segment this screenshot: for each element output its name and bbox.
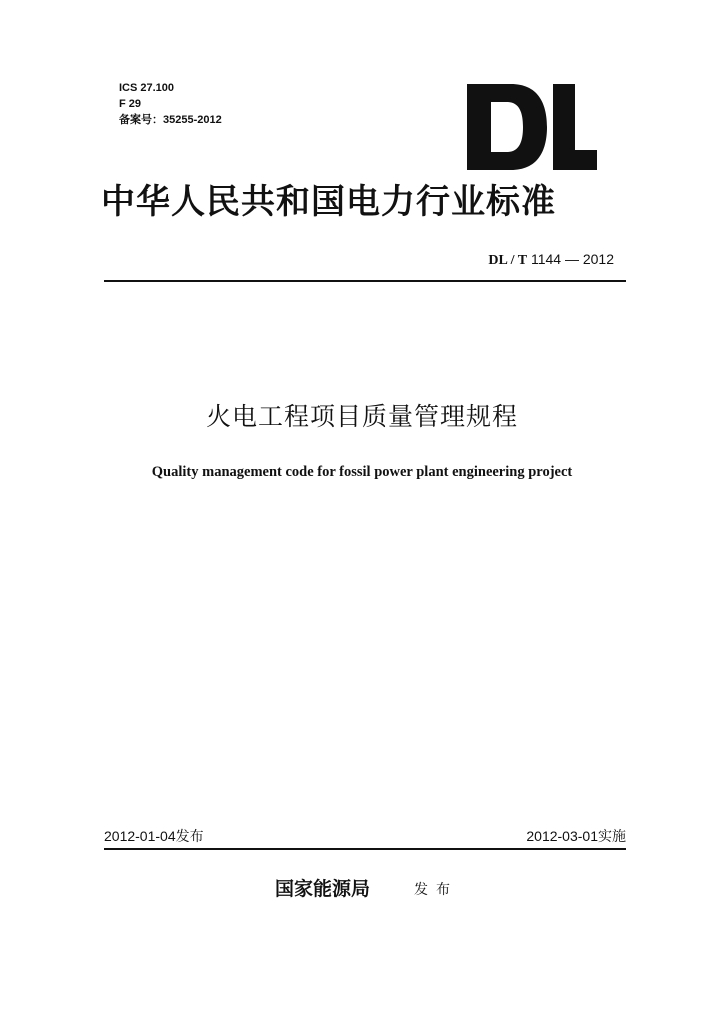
filing-number: 备案号：35255-2012 [119,114,222,126]
issue-date: 2012-01-04发布 [104,828,204,844]
document-title-chinese: 火电工程项目质量管理规程 [205,402,518,431]
document-title-english: Quality management code for fossil power plant engineering project [151,464,573,480]
standard-number-value: 1144 — 2012 [530,251,614,267]
publisher-action: 发布 [414,882,458,898]
standard-category-title: 中华人民共和国电力行业标准 [101,182,556,222]
standard-metadata [119,80,222,128]
implementation-date: 2012-03-01实施 [526,828,626,844]
standard-code: DL / T [488,253,528,268]
dl-logo-letter-d [467,84,547,170]
top-divider [104,280,626,282]
ccs-code: F 29 [119,98,142,110]
dl-logo [467,84,597,170]
dl-logo-letter-l [553,84,597,170]
ics-code: ICS 27.100 [119,82,175,94]
publisher-name: 国家能源局 [275,878,371,900]
standard-number [488,250,614,270]
bottom-divider [104,848,626,850]
